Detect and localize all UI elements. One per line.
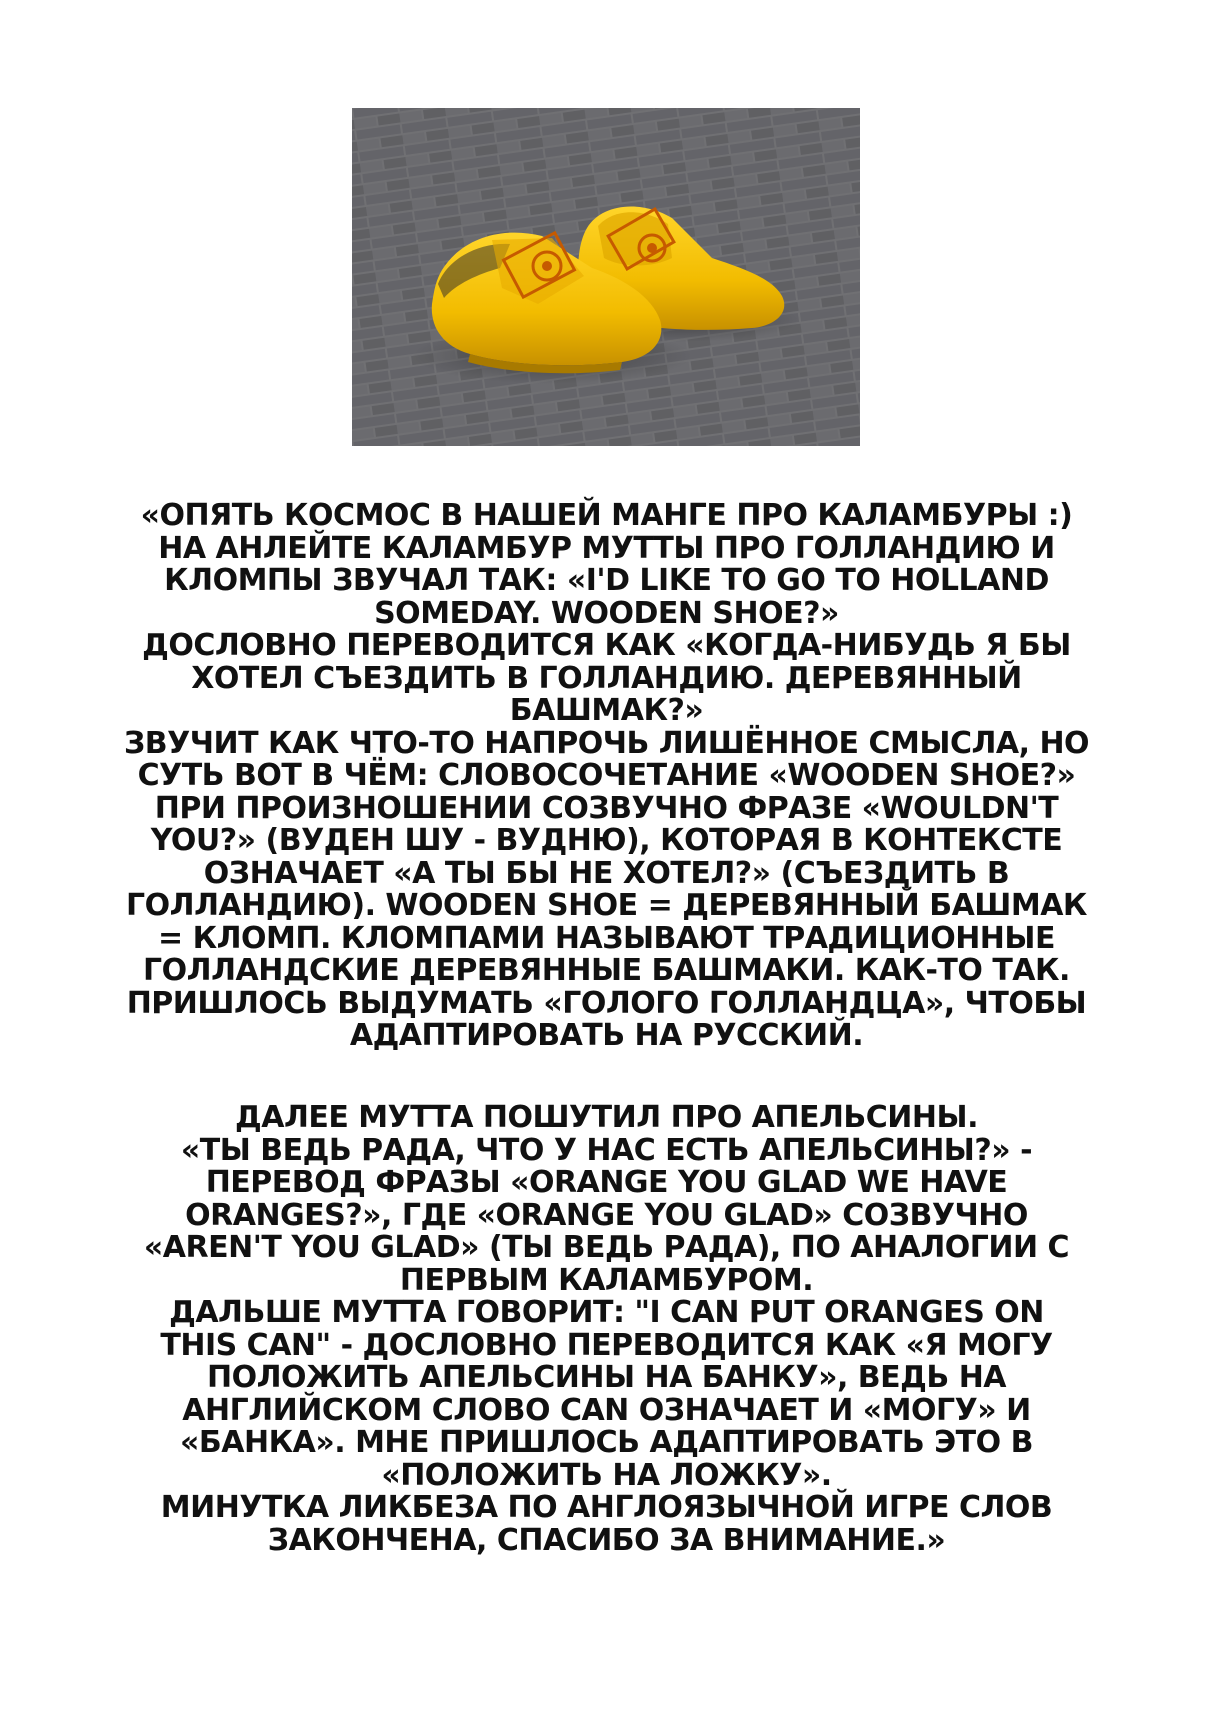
text-line: ХОТЕЛ СЪЕЗДИТЬ В ГОЛЛАНДИЮ. ДЕРЕВЯННЫЙ [191, 660, 1022, 696]
text-line: ГОЛЛАНДИЮ). WOODEN SHOE = ДЕРЕВЯННЫЙ БАШМАК [126, 888, 1087, 923]
text-line: «ПОЛОЖИТЬ НА ЛОЖКУ». [381, 1457, 832, 1493]
text-line: СУТЬ ВОТ В ЧЁМ: СЛОВОСОЧЕТАНИЕ «WOODEN SHOE?» [137, 758, 1076, 793]
text-line: «БАНКА». МНЕ ПРИШЛОСЬ АДАПТИРОВАТЬ ЭТО В [180, 1425, 1033, 1460]
text-line: ПЕРЕВОД ФРАЗЫ «ORANGE YOU GLAD WE HAVE [205, 1165, 1008, 1200]
text-line: АДАПТИРОВАТЬ НА РУССКИЙ. [349, 1018, 864, 1053]
translator-note-clogs [100, 500, 1113, 1053]
text-line: ДАЛЬШЕ МУТТА ГОВОРИТ: "I CAN PUT ORANGES ON [169, 1295, 1044, 1330]
text-line: «ТЫ ВЕДЬ РАДА, ЧТО У НАС ЕСТЬ АПЕЛЬСИНЫ?» - [180, 1132, 1033, 1168]
text-line: ДОСЛОВНО ПЕРЕВОДИТСЯ КАК «КОГДА-НИБУДЬ Я БЫ [142, 628, 1071, 663]
text-line: «AREN'T YOU GLAD» (ТЫ ВЕДЬ РАДА), ПО АНАЛОГИИ С [143, 1230, 1070, 1265]
text-line: ГОЛЛАНДСКИЕ ДЕРЕВЯННЫЕ БАШМАКИ. КАК-ТО ТАК. [143, 953, 1070, 988]
text-line: SOMEDAY. WOODEN SHOE?» [374, 595, 839, 631]
text-line: ЗВУЧИТ КАК ЧТО-ТО НАПРОЧЬ ЛИШЁННОЕ СМЫСЛА, НО [123, 725, 1090, 761]
text-line: YOU?» (ВУДЕН ШУ - ВУДНЮ), КОТОРАЯ В КОНТЕКСТЕ [150, 823, 1063, 858]
wooden-clogs-photo [352, 108, 860, 446]
text-line: НА АНЛЕЙТЕ КАЛАМБУР МУТТЫ ПРО ГОЛЛАНДИЮ И [158, 530, 1055, 566]
text-line: КЛОМПЫ ЗВУЧАЛ ТАК: «I'D LIKE TO GO TO HOLLAND [164, 563, 1049, 598]
text-line: THIS CAN" - ДОСЛОВНО ПЕРЕВОДИТСЯ КАК «Я МОГУ [160, 1327, 1053, 1363]
yellow-wooden-clogs-icon [352, 108, 860, 446]
text-line: ДАЛЕЕ МУТТА ПОШУТИЛ ПРО АПЕЛЬСИНЫ. [235, 1100, 978, 1135]
text-line: АНГЛИЙСКОМ СЛОВО CAN ОЗНАЧАЕТ И «МОГУ» И [182, 1392, 1031, 1428]
text-line: ПРИ ПРОИЗНОШЕНИИ СОЗВУЧНО ФРАЗЕ «WOULDN'T [154, 790, 1059, 826]
text-line: ПЕРВЫМ КАЛАМБУРОМ. [399, 1262, 814, 1298]
translator-note-oranges [100, 1102, 1113, 1557]
text-line: ПРИШЛОСЬ ВЫДУМАТЬ «ГОЛОГО ГОЛЛАНДЦА», ЧТОБЫ [126, 985, 1087, 1021]
text-line: ORANGES?», ГДЕ «ORANGE YOU GLAD» СОЗВУЧНО [185, 1197, 1028, 1233]
text-line: ПОЛОЖИТЬ АПЕЛЬСИНЫ НА БАНКУ», ВЕДЬ НА [206, 1360, 1007, 1395]
text-line: ЗАКОНЧЕНА, СПАСИБО ЗА ВНИМАНИЕ.» [267, 1522, 946, 1558]
text-line: БАШМАК?» [509, 693, 704, 728]
text-line: «ОПЯТЬ КОСМОС В НАШЕЙ МАНГЕ ПРО КАЛАМБУРЫ :) [140, 498, 1073, 533]
text-line: МИНУТКА ЛИКБЕЗА ПО АНГЛОЯЗЫЧНОЙ ИГРЕ СЛОВ [160, 1490, 1053, 1525]
text-line: ОЗНАЧАЕТ «А ТЫ БЫ НЕ ХОТЕЛ?» (СЪЕЗДИТЬ В [203, 855, 1010, 891]
text-line: = КЛОМП. КЛОМПАМИ НАЗЫВАЮТ ТРАДИЦИОННЫЕ [157, 920, 1055, 956]
